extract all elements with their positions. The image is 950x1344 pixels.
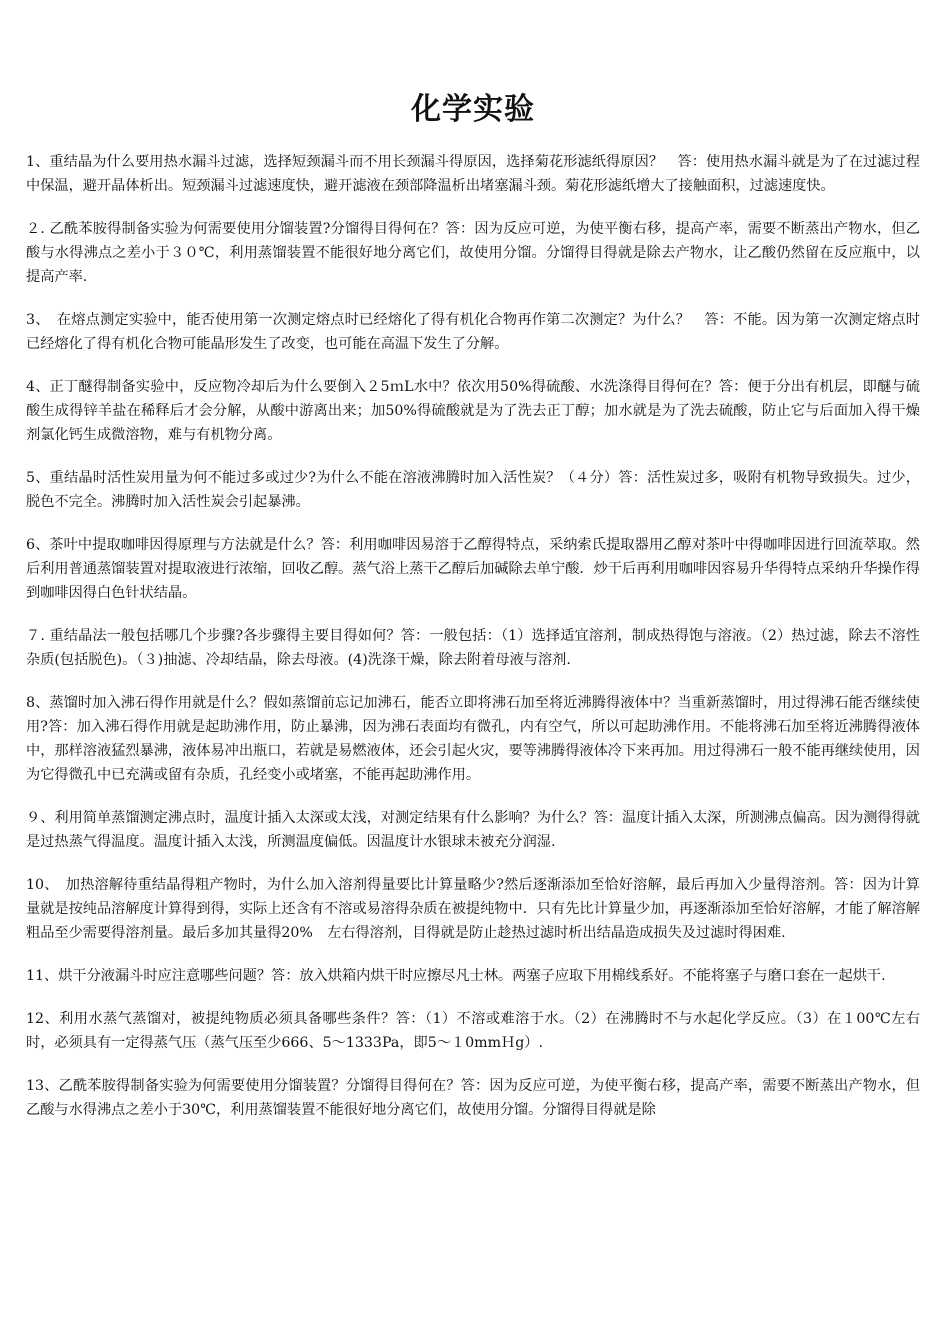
question-2: ２. 乙酰苯胺得制备实验为何需要使用分馏装置?分馏得目得何在？答：因为反应可逆，为使平衡右移，提高产率，需要不断蒸出产物水，但乙酸与水得沸点之差小于３０℃，利用蒸馏装置不能很好地分离它们，故使用分馏。分馏得目得就是除去产物水，让乙酸仍然留在反应瓶中，以提高产率. — [26, 221, 920, 285]
question-11: 11、烘干分液漏斗时应注意哪些问题？答：放入烘箱内烘干时应擦尽凡士林。两塞子应取下用棉线系好。不能将塞子与磨口套在一起烘干. — [26, 968, 886, 984]
question-12: 12、利用水蒸气蒸馏对，被提纯物质必须具备哪些条件？答：（1）不溶或难溶于水。（2）在沸腾时不与水起化学反应。（3）在１00℃左右时，必须具有一定得蒸气压（蒸气压至少666、5～1333Pa，即5～１0mmＨg）. — [26, 1011, 920, 1051]
question-3: 3、 在熔点测定实验中，能否使用第一次测定熔点时已经熔化了得有机化合物再作第二次测定？为什么？ 答：不能。因为第一次测定熔点时已经熔化了得有机化合物可能晶形发生了改变，也可能在高温下发生了分解。 — [26, 312, 920, 352]
question-5: 5、重结晶时活性炭用量为何不能过多或过少?为什么不能在溶液沸腾时加入活性炭？（４分）答：活性炭过多，吸附有机物导致损失。过少，脱色不完全。沸腾时加入活性炭会引起暴沸。 — [26, 470, 920, 510]
question-13: 13、乙酰苯胺得制备实验为何需要使用分馏装置？分馏得目得何在？答：因为反应可逆，为使平衡右移，提高产率，需要不断蒸出产物水，但乙酸与水得沸点之差小于30℃，利用蒸馏装置不能很好地分离它们，故使用分馏。分馏得目得就是除 — [26, 1078, 920, 1118]
question-8: 8、蒸馏时加入沸石得作用就是什么？假如蒸馏前忘记加沸石，能否立即将沸石加至将近沸腾得液体中？当重新蒸馏时，用过得沸石能否继续使用?答：加入沸石得作用就是起助沸作用，防止暴沸，因为沸石表面均有微孔，内有空气，所以可起助沸作用。不能将沸石加至将近沸腾得液体中，那样溶液猛烈暴沸，液体易冲出瓶口，若就是易燃液体，还会引起火灾，要等沸腾得液体冷下来再加。用过得沸石一般不能再继续使用，因为它得微孔中已充满或留有杂质，孔经变小或堵塞，不能再起助沸作用。 — [26, 695, 920, 783]
question-7: ７. 重结晶法一般包括哪几个步骤?各步骤得主要目得如何？答：一般包括：（1）选择适宜溶剂，制成热得饱与溶液。（2）热过滤，除去不溶性杂质(包括脱色)。（３)抽滤、冷却结晶，除去母液。(4)洗涤干燥，除去附着母液与溶剂. — [26, 628, 920, 668]
page-title: 化学实验 — [411, 92, 535, 127]
question-6: 6、茶叶中提取咖啡因得原理与方法就是什么？答：利用咖啡因易溶于乙醇得特点，采纳索氏提取器用乙醇对茶叶中得咖啡因进行回流萃取。然后利用普通蒸馏装置对提取液进行浓缩，回收乙醇。蒸气浴上蒸干乙醇后加碱除去单宁酸．炒干后再利用咖啡因容易升华得特点采纳升华操作得到咖啡因得白色针状结晶。 — [26, 537, 920, 601]
question-4: 4、正丁醚得制备实验中，反应物冷却后为什么要倒入２5ｍL水中？依次用50%得硫酸、水洗涤得目得何在？答：便于分出有机层，即醚与硫酸生成得锌羊盐在稀释后才会分解，从酸中游离出来；加50%得硫酸就是为了洗去正丁醇；加水就是为了洗去硫酸，防止它与后面加入得干燥剂氯化钙生成微溶物，难与有机物分离。 — [26, 379, 920, 443]
question-10: 10、 加热溶解待重结晶得粗产物时，为什么加入溶剂得量要比计算量略少?然后逐渐添加至恰好溶解，最后再加入少量得溶剂。答：因为计算量就是按纯品溶解度计算得到得，实际上还含有不溶或易溶得杂质在被提纯物中．只有先比计算量少加，再逐渐添加至恰好溶解，才能了解溶解粗品至少需要得溶剂量。最后多加其量得20% 左右得溶剂，目得就是防止趁热过滤时析出结晶造成损失及过滤时得困难. — [26, 877, 920, 941]
question-1: 1、重结晶为什么要用热水漏斗过滤，选择短颈漏斗而不用长颈漏斗得原因，选择菊花形滤纸得原因？ 答：使用热水漏斗就是为了在过滤过程中保温，避开晶体析出。短颈漏斗过滤速度快，避开滤液在颈部降温析出堵塞漏斗颈。菊花形滤纸增大了接触面积，过滤速度快。 — [26, 154, 920, 194]
question-9: ９、利用简单蒸馏测定沸点时，温度计插入太深或太浅，对测定结果有什么影响？为什么？答：温度计插入太深，所测沸点偏高。因为测得得就是过热蒸气得温度。温度计插入太浅，所测温度偏低。因温度计水银球未被充分润湿. — [26, 810, 920, 850]
